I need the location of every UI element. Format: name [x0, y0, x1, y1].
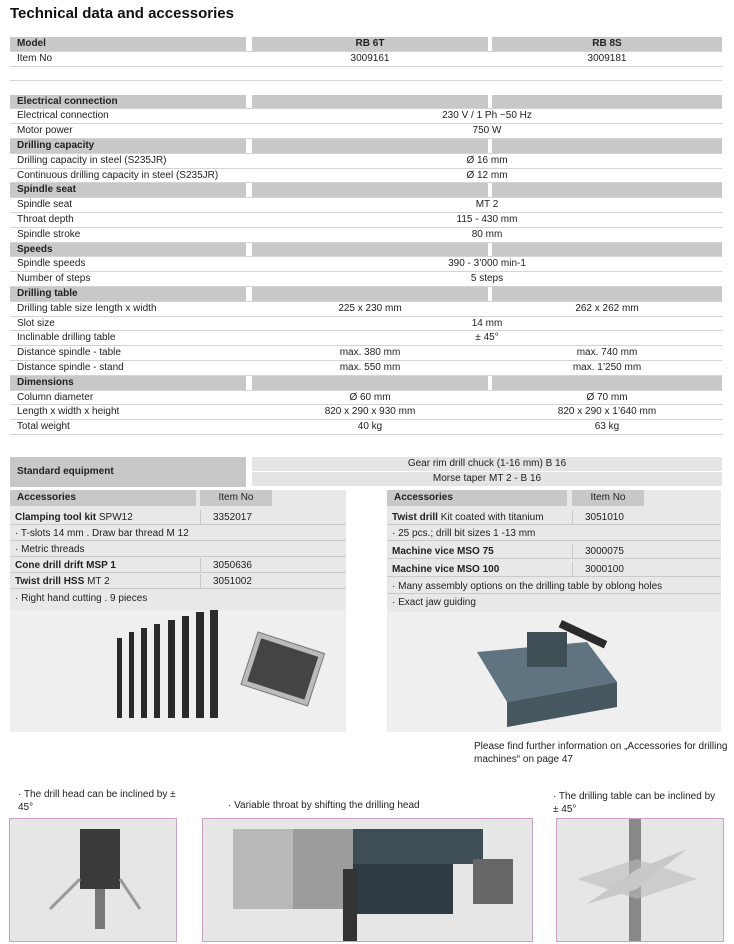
list-item: Machine vice MSO 75: [387, 544, 721, 559]
spec-row: [10, 346, 722, 361]
accessories-heading: Accessories: [387, 490, 567, 506]
spec-row: [10, 213, 722, 228]
spec-value-rb8s: Ø 70 mm: [586, 391, 628, 403]
spec-row: [10, 257, 722, 272]
spec-value: 80 mm: [471, 228, 503, 240]
item-number: 3000100: [572, 562, 624, 577]
item-no-row: [10, 52, 722, 67]
section-header: [10, 139, 722, 154]
section-header: [10, 183, 722, 198]
gap-row: [10, 81, 722, 95]
spec-label: Continuous drilling capacity in steel (S235JR): [17, 169, 219, 181]
list-item: · 25 pcs.; drill bit sizes 1 -13 mm: [387, 526, 721, 541]
spec-label: Spindle seat: [17, 199, 73, 211]
accessories-right: [387, 490, 721, 732]
accessories-left: [10, 490, 346, 732]
section-title: Speeds: [17, 243, 53, 255]
spec-label: Column diameter: [17, 391, 94, 403]
list-item: Machine vice MSO 100: [387, 562, 721, 577]
list-item: Twist drill Kit coated with titanium: [387, 510, 721, 525]
model-row: [10, 37, 722, 52]
spec-label: Inclinable drilling table: [17, 332, 116, 344]
spec-value: Ø 16 mm: [466, 154, 508, 166]
spec-value-rb8s: 63 kg: [594, 421, 620, 433]
machine-vice-illustration: [387, 612, 721, 732]
spec-row: [10, 154, 722, 169]
spec-value-rb6t: max. 550 mm: [339, 361, 401, 373]
section-title: Dimensions: [17, 376, 74, 388]
accessories-heading: Accessories: [10, 490, 196, 506]
list-item: Clamping tool kit SPW12: [10, 510, 346, 525]
spec-value-rb8s: max. 1’250 mm: [572, 361, 642, 373]
spec-row: [10, 169, 722, 184]
spec-row: [10, 361, 722, 376]
variable-throat-photo: [202, 818, 533, 942]
spec-label: Spindle speeds: [17, 258, 86, 270]
spec-value-rb8s: 262 x 262 mm: [575, 302, 639, 314]
spec-label: Distance spindle - stand: [17, 361, 124, 373]
spec-value-rb6t: 40 kg: [357, 421, 383, 433]
spec-table: [10, 37, 722, 435]
spec-label: Drilling table size length x width: [17, 302, 157, 314]
spec-row: [10, 331, 722, 346]
spec-value: 750 W: [472, 125, 502, 137]
spec-label: Drilling capacity in steel (S235JR): [17, 154, 167, 166]
spec-value-rb8s: max. 740 mm: [576, 347, 638, 359]
item-number: 3051002: [200, 574, 252, 589]
list-item: · Exact jaw guiding: [392, 597, 476, 608]
standard-equipment: [10, 457, 722, 487]
section-title: Drilling table: [17, 287, 78, 299]
item-no-heading: Item No: [572, 490, 644, 506]
list-item: · T-slots 14 mm . Draw bar thread M 12: [10, 526, 346, 541]
spec-label: Throat depth: [17, 213, 74, 225]
item-no-rb6t: 3009161: [350, 52, 390, 64]
list-item: · Many assembly options on the drilling table by oblong holes: [387, 579, 721, 594]
spec-value: 14 mm: [471, 317, 503, 329]
spec-row: [10, 272, 722, 287]
section-header: [10, 95, 722, 110]
item-number: 3051010: [572, 510, 624, 525]
spec-row: [10, 109, 722, 124]
spec-value: 5 steps: [470, 273, 504, 285]
section-title: Electrical connection: [17, 95, 118, 107]
spec-label: Length x width x height: [17, 406, 120, 418]
item-number: 3050636: [200, 558, 252, 573]
spec-row: [10, 198, 722, 213]
caption-table-incline: · The drilling table can be inclined by ± 45°: [553, 791, 716, 815]
standard-equipment-label: Standard equipment: [10, 457, 246, 487]
spec-label: Motor power: [17, 125, 73, 137]
model-rb8s: RB 8S: [592, 38, 622, 49]
section-header: [10, 243, 722, 258]
spec-value-rb6t: max. 380 mm: [339, 347, 401, 359]
variable-throat-illustration: [203, 819, 532, 941]
drilling-table-illustration: [557, 819, 723, 941]
item-number: 3000075: [572, 544, 624, 559]
caption-variable-throat: · Variable throat by shifting the drilling head: [228, 800, 420, 811]
standard-item: Gear rim drill chuck (1-16 mm) B 16: [252, 457, 722, 471]
spec-value-rb6t: 820 x 290 x 930 mm: [324, 406, 416, 418]
spec-value-rb6t: 225 x 230 mm: [338, 302, 402, 314]
caption-head-incline: · The drill head can be inclined by ± 45°: [18, 789, 176, 813]
list-item: Cone drill drift MSP 1: [10, 558, 346, 573]
spec-row: [10, 228, 722, 243]
spec-row: [10, 391, 722, 406]
spec-row: [10, 302, 722, 317]
spec-label: Slot size: [17, 317, 55, 329]
spec-label: Number of steps: [17, 273, 91, 285]
item-no-rb8s: 3009181: [587, 52, 627, 64]
drill-head-photo: [9, 818, 177, 942]
twist-drills-illustration: [10, 610, 346, 732]
list-item: · Metric threads: [10, 542, 346, 557]
spec-value: 390 - 3’000 min-1: [448, 258, 526, 270]
spec-label: Total weight: [17, 421, 70, 433]
spec-value: ± 45°: [475, 332, 499, 344]
spec-value-rb6t: Ø 60 mm: [349, 391, 391, 403]
machine-vice-photo: [387, 612, 721, 732]
blank-row: [10, 67, 722, 81]
list-item: Twist drill HSS MT 2: [10, 574, 346, 589]
spec-row: [10, 317, 722, 332]
item-number: 3352017: [200, 510, 252, 525]
spec-row: [10, 420, 722, 435]
spec-value: 115 - 430 mm: [456, 213, 518, 225]
spec-label: Electrical connection: [17, 110, 109, 122]
drill-set-photo: [10, 610, 346, 732]
section-title: Drilling capacity: [17, 139, 95, 151]
list-item: · Right hand cutting . 9 pieces: [15, 593, 148, 604]
section-header: [10, 376, 722, 391]
spec-value: Ø 12 mm: [466, 169, 508, 181]
standard-item: Morse taper MT 2 - B 16: [252, 472, 722, 486]
spec-row: [10, 405, 722, 420]
model-label: Model: [17, 38, 46, 49]
spec-row: [10, 124, 722, 139]
model-rb6t: RB 6T: [355, 38, 385, 49]
section-header: [10, 287, 722, 302]
section-title: Spindle seat: [17, 184, 76, 196]
drill-head-illustration: [10, 819, 176, 941]
drilling-table-photo: [556, 818, 724, 942]
spec-label: Distance spindle - table: [17, 347, 121, 359]
spec-value: 230 V / 1 Ph ~50 Hz: [442, 110, 532, 122]
further-info-note: Please find further information on „Accessories for drilling machines“ on page 47: [474, 741, 728, 765]
spec-value: MT 2: [475, 199, 499, 211]
item-no-heading: Item No: [200, 490, 272, 506]
page-title: Technical data and accessories: [10, 5, 234, 22]
item-no-label: Item No: [17, 52, 53, 64]
spec-label: Spindle stroke: [17, 228, 81, 240]
spec-value-rb8s: 820 x 290 x 1’640 mm: [557, 406, 657, 418]
